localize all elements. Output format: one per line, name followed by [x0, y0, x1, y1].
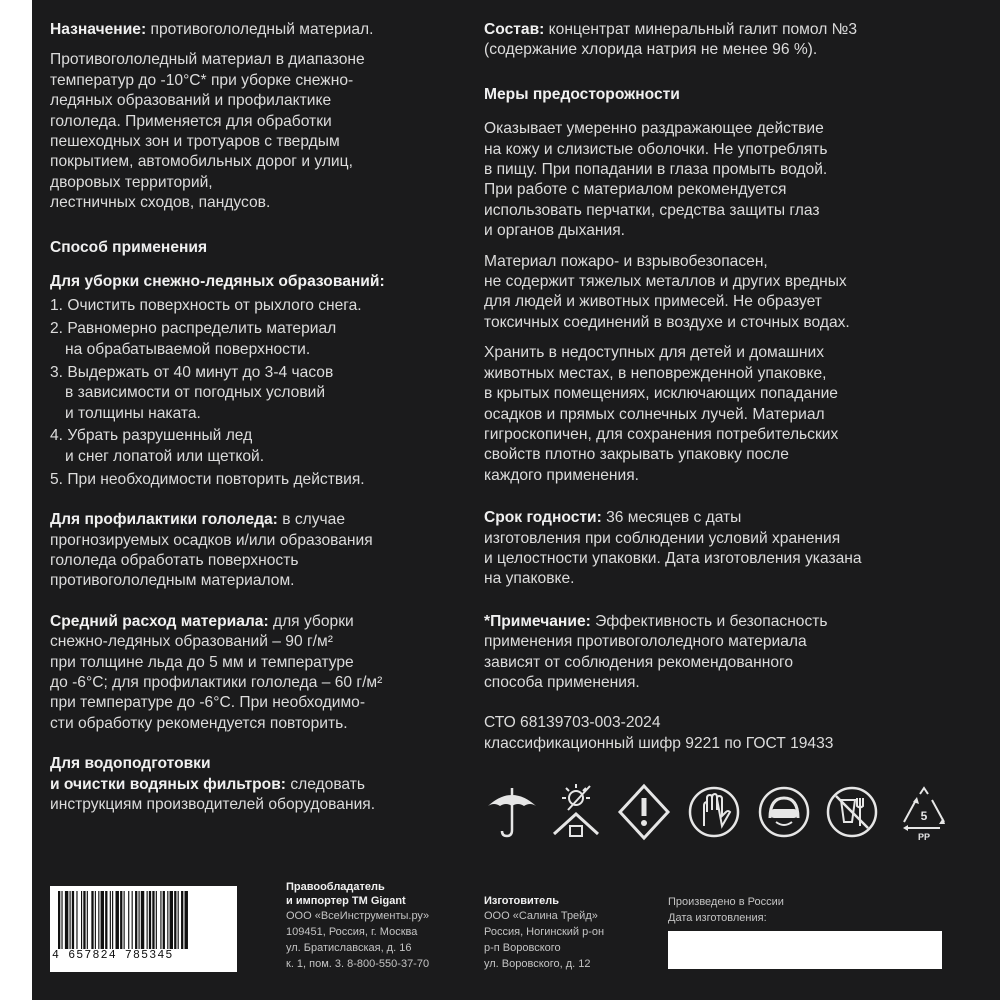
- recycle-code: 5: [920, 809, 928, 823]
- purpose-line: [50, 20, 455, 40]
- paragraph-line: животных местах, в неповрежденной упаковке,: [484, 364, 827, 382]
- composition-label: Состав:: [484, 21, 545, 38]
- description-line: гололеда. Применяется для обработки: [50, 112, 332, 130]
- barcode-bars: [56, 891, 231, 951]
- step-line: и толщины наката.: [65, 404, 201, 422]
- date-label: Дата изготовления:: [668, 912, 767, 924]
- consumption-line: при толщине льда до 5 мм и температуре: [50, 653, 354, 671]
- list-item: [50, 363, 455, 424]
- gloves-icon: [686, 782, 742, 842]
- consumption-line: [50, 612, 455, 632]
- note-text: Эффективность и безопасность: [590, 612, 828, 630]
- paragraph-line: осадков и прямых солнечных лучей. Материал: [484, 405, 825, 423]
- goggles-icon: [756, 782, 812, 842]
- composition-line: (содержание хлорида натрия не менее 96 %).: [484, 41, 818, 59]
- description-line: температур до -10°C* при уборке снежно-: [50, 71, 354, 89]
- safety-icons-row: [484, 782, 974, 844]
- description-line: Противогололедный материал в диапазоне: [50, 51, 365, 69]
- list-item: [50, 319, 455, 360]
- prevention-block: [50, 510, 455, 592]
- storage-paragraph: [484, 343, 944, 486]
- paragraph-line: и органов дыхания.: [484, 222, 626, 240]
- consumption-text: для уборки: [268, 612, 354, 630]
- list-item: [50, 426, 455, 467]
- step-line: на обрабатываемой поверхности.: [65, 340, 311, 358]
- manufacturer-line: р-п Воровского: [484, 942, 561, 954]
- step-line: 1. Очистить поверхность от рыхлого снега.: [50, 297, 362, 315]
- manufacturer-line: ул. Воровского, д. 12: [484, 958, 591, 970]
- standard-line: СТО 68139703-003-2024: [484, 714, 661, 732]
- paragraph-line: для людей и животных примесей. Не образует: [484, 293, 822, 311]
- rightholder-line: ул. Братиславская, д. 16: [286, 942, 412, 954]
- water-block: [50, 754, 455, 815]
- paragraph-line: каждого применения.: [484, 466, 639, 484]
- consumption-line: при температуре до -6°C. При необходимо-: [50, 694, 366, 712]
- steps-list: [50, 296, 455, 490]
- note-line: применения противогололедного материала: [484, 633, 807, 651]
- standard-line: классификационный шифр 9221 по ГОСТ 19433: [484, 734, 834, 752]
- warning-exclamation-icon: [616, 782, 672, 842]
- safety-paragraph: [484, 252, 944, 334]
- prevention-line: [50, 510, 455, 530]
- list-item: [50, 470, 455, 490]
- water-line: [50, 754, 455, 774]
- step-line: 5. При необходимости повторить действия.: [50, 470, 365, 488]
- description-line: лестничных сходов, пандусов.: [50, 194, 271, 212]
- purpose-label: Назначение:: [50, 21, 147, 38]
- no-food-icon: [824, 782, 880, 842]
- paragraph-line: При работе с материалом рекомендуется: [484, 181, 787, 199]
- paragraph-line: в пищу. При попадании в глаза промыть водой.: [484, 161, 828, 179]
- origin-text: Произведено в России: [668, 896, 784, 908]
- description-line: ледяных образований и профилактике: [50, 92, 332, 110]
- note-line: способа применения.: [484, 673, 640, 691]
- rightholder-line: ООО «ВсеИнструменты.ру»: [286, 910, 430, 922]
- step-line: 3. Выдержать от 40 минут до 3-4 часов: [50, 363, 334, 381]
- paragraph-line: не содержит тяжелых металлов и других вредных: [484, 273, 847, 291]
- origin-block: [668, 894, 968, 926]
- consumption-line: до -6°C; для профилактики гололеда – 60 г/м²: [50, 673, 383, 691]
- list-item: [50, 296, 455, 316]
- standard-block: [484, 713, 944, 754]
- umbrella-icon: [484, 782, 540, 842]
- paragraph-line: Хранить в недоступных для детей и домашних: [484, 344, 825, 362]
- rightholder-line: 109451, Россия, г. Москва: [286, 926, 418, 938]
- sun-shelter-icon: [546, 782, 602, 842]
- prevention-line: противогололедным материалом.: [50, 572, 295, 590]
- barcode: [50, 886, 237, 972]
- paragraph-line: токсичных соединений в воздухе и сточных водах.: [484, 313, 850, 331]
- rightholder-line: к. 1, пом. 3. 8-800-550-37-70: [286, 958, 430, 970]
- step-line: и снег лопатой или щеткой.: [65, 447, 265, 465]
- note-block: [484, 612, 944, 694]
- left-column: [50, 20, 455, 815]
- consumption-label: Средний расход материала:: [50, 612, 269, 630]
- step-line: в зависимости от погодных условий: [65, 384, 326, 402]
- prevention-label: Для профилактики гололеда:: [50, 511, 278, 529]
- manufacturer-line: Россия, Ногинский р-он: [484, 926, 605, 938]
- rightholder-title: Правообладатель: [286, 881, 385, 893]
- snow-heading: Для уборки снежно-ледяных образований:: [50, 273, 385, 291]
- water-text: следовать: [285, 775, 366, 793]
- paragraph-line: свойств плотно закрывать упаковку после: [484, 446, 789, 464]
- manufacture-date-box: [668, 931, 942, 969]
- recycle-label: PP: [917, 832, 931, 842]
- step-line: 2. Равномерно распределить материал: [50, 320, 337, 338]
- precautions-paragraph: [484, 119, 944, 241]
- note-line: [484, 612, 944, 632]
- method-heading: Способ применения: [50, 238, 208, 256]
- shelf-text: 36 месяцев с даты: [601, 509, 742, 527]
- prevention-text: в случае: [277, 511, 346, 529]
- description-line: покрытием, автомобильных дорог и улиц,: [50, 153, 353, 171]
- prevention-line: прогнозируемых осадков и/или образования: [50, 531, 373, 549]
- consumption-block: [50, 612, 455, 734]
- recycle-pp-icon: [894, 782, 950, 842]
- note-line: зависят от соблюдения рекомендованного: [484, 653, 794, 671]
- manufacturer-block: [484, 894, 654, 972]
- water-label: и очистки водяных фильтров:: [50, 775, 286, 793]
- note-label: *Примечание:: [484, 612, 591, 630]
- rightholder-block: [286, 880, 476, 972]
- paragraph-line: Оказывает умеренно раздражающее действие: [484, 120, 824, 138]
- description-block: [50, 50, 455, 213]
- barcode-digits: 4 657824 785345: [52, 949, 174, 962]
- paragraph-line: на кожу и слизистые оболочки. Не употреблять: [484, 140, 828, 158]
- prevention-line: гололеда обработать поверхность: [50, 551, 299, 569]
- composition-line: [484, 20, 944, 40]
- rightholder-title: и импортер ТМ Gigant: [286, 895, 406, 907]
- description-line: пешеходных зон и тротуаров с твердым: [50, 133, 340, 151]
- water-label: Для водоподготовки: [50, 755, 211, 773]
- precautions-heading: Меры предосторожности: [484, 85, 680, 103]
- consumption-line: сти обработку рекомендуется повторить.: [50, 714, 348, 732]
- paragraph-line: гигроскопичен, для сохранения потребительских: [484, 425, 839, 443]
- shelf-line: и целостности упаковки. Дата изготовления указана: [484, 549, 862, 567]
- water-line: [50, 775, 455, 795]
- shelf-line: [484, 508, 944, 528]
- shelf-label: Срок годности:: [484, 509, 602, 527]
- manufacturer-title: Изготовитель: [484, 895, 559, 907]
- paragraph-line: в крытых помещениях, исключающих попадание: [484, 385, 838, 403]
- water-line: инструкциям производителей оборудования.: [50, 796, 376, 813]
- paragraph-line: использовать перчатки, средства защиты глаз: [484, 201, 820, 219]
- step-line: 4. Убрать разрушенный лед: [50, 427, 253, 445]
- description-line: дворовых территорий,: [50, 173, 213, 191]
- shelf-line: на упаковке.: [484, 570, 575, 588]
- shelf-life-block: [484, 508, 944, 590]
- consumption-line: снежно-ледяных образований – 90 г/м²: [50, 633, 333, 651]
- composition-text: концентрат минеральный галит помол №3: [544, 21, 858, 38]
- shelf-line: изготовления при соблюдении условий хранения: [484, 529, 841, 547]
- purpose-value: противогололедный материал.: [146, 21, 374, 38]
- label-panel: [32, 0, 1000, 1000]
- paragraph-line: Материал пожаро- и взрывобезопасен,: [484, 252, 768, 270]
- manufacturer-line: ООО «Салина Трейд»: [484, 910, 598, 922]
- right-column: [484, 20, 944, 754]
